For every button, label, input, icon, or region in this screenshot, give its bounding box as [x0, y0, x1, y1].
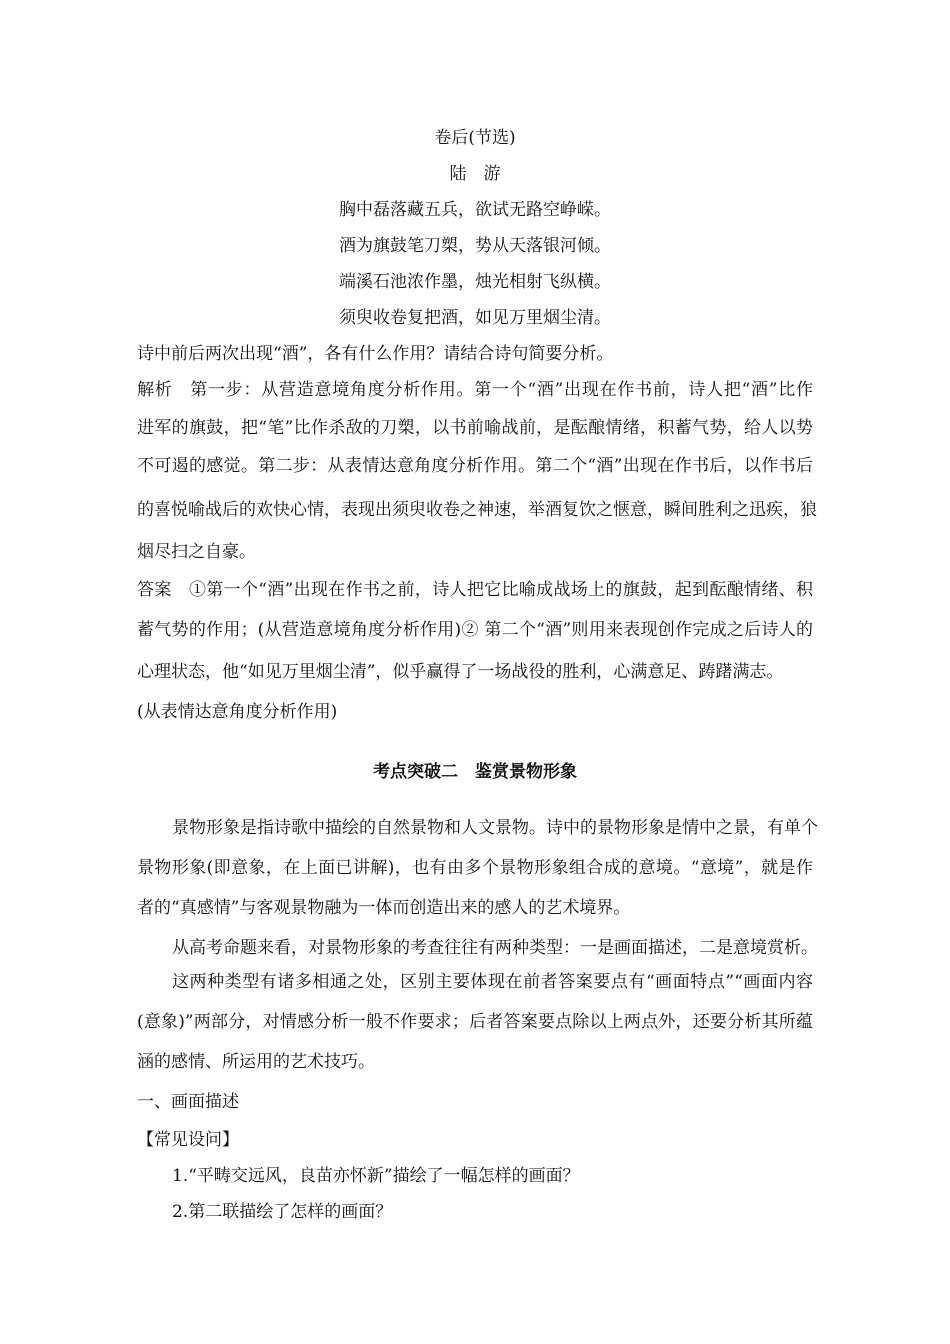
- paragraph-line: 景物形象(即意象，在上面已讲解)，也有由多个景物形象组合成的意境。“意境”，就是作: [137, 858, 813, 878]
- poem-author: 陆 游: [449, 164, 501, 184]
- paragraph-line: 景物形象是指诗歌中描绘的自然景物和人文景物。诗中的景物形象是情中之景，有单个: [172, 818, 818, 838]
- poem-line: 须臾收卷复把酒，如见万里烟尘清。: [339, 308, 611, 328]
- analysis-line: 解析 第一步：从营造意境角度分析作用。第一个“酒”出现在作书前，诗人把“酒”比作: [137, 380, 813, 400]
- section-heading: 考点突破二 鉴赏景物形象: [373, 762, 577, 782]
- poem-line: 胸中磊落藏五兵，欲试无路空峥嵘。: [339, 200, 611, 220]
- poem-line: 酒为旗鼓笔刀槊，势从天落银河倾。: [339, 236, 611, 256]
- question-item: 1.“平畴交远风，良苗亦怀新”描绘了一幅怎样的画面？: [172, 1166, 580, 1186]
- analysis-line: 进军的旗鼓，把“笔”比作杀敌的刀槊，以书前喻战前，是酝酿情绪，积蓄气势，给人以势: [137, 418, 813, 438]
- paragraph-line: 这两种类型有诸多相通之处，区别主要体现在前者答案要点有“画面特点”“画面内容: [172, 972, 813, 992]
- analysis-line: 不可遏的感觉。第二步：从表情达意角度分析作用。第二个“酒”出现在作书后，以作书后: [137, 456, 813, 476]
- question-item: 2.第二联描绘了怎样的画面？: [172, 1202, 393, 1222]
- answer-line: (从表情达意角度分析作用): [137, 702, 338, 722]
- paragraph-line: 涵的感情、所运用的艺术技巧。: [137, 1052, 375, 1072]
- answer-line: 心理状态，他“如见万里烟尘清”，似乎赢得了一场战役的胜利，心满意足、踌躇满志。: [137, 662, 784, 682]
- answer-line: 蓄气势的作用；(从营造意境角度分析作用)② 第二个“酒”则用来表现创作完成之后诗人的: [137, 620, 813, 640]
- analysis-line: 的喜悦喻战后的欢快心情，表现出须臾收卷之神速，举酒复饮之惬意，瞬间胜利之迅疾，狼: [137, 500, 817, 520]
- analysis-line: 烟尽扫之自豪。: [137, 542, 256, 562]
- poem-title: 卷后(节选): [434, 128, 516, 148]
- poem-line: 端溪石池浓作墨，烛光相射飞纵横。: [339, 272, 611, 292]
- paragraph-line: 从高考命题来看，对景物形象的考查往往有两种类型：一是画面描述，二是意境赏析。: [172, 938, 818, 958]
- common-questions-label: 【常见设问】: [137, 1130, 239, 1150]
- question-text: 诗中前后两次出现“酒”，各有什么作用？请结合诗句简要分析。: [137, 344, 614, 364]
- answer-line: 答案 ①第一个“酒”出现在作书之前，诗人把它比喻成战场上的旗鼓，起到酝酿情绪、积: [137, 580, 813, 600]
- sub-heading: 一、画面描述: [137, 1092, 239, 1112]
- paragraph-line: 者的“真感情”与客观景物融为一体而创造出来的感人的艺术境界。: [137, 898, 631, 918]
- paragraph-line: (意象)”两部分，对情感分析一般不作要求；后者答案要点除以上两点外，还要分析其所蕴: [137, 1012, 813, 1032]
